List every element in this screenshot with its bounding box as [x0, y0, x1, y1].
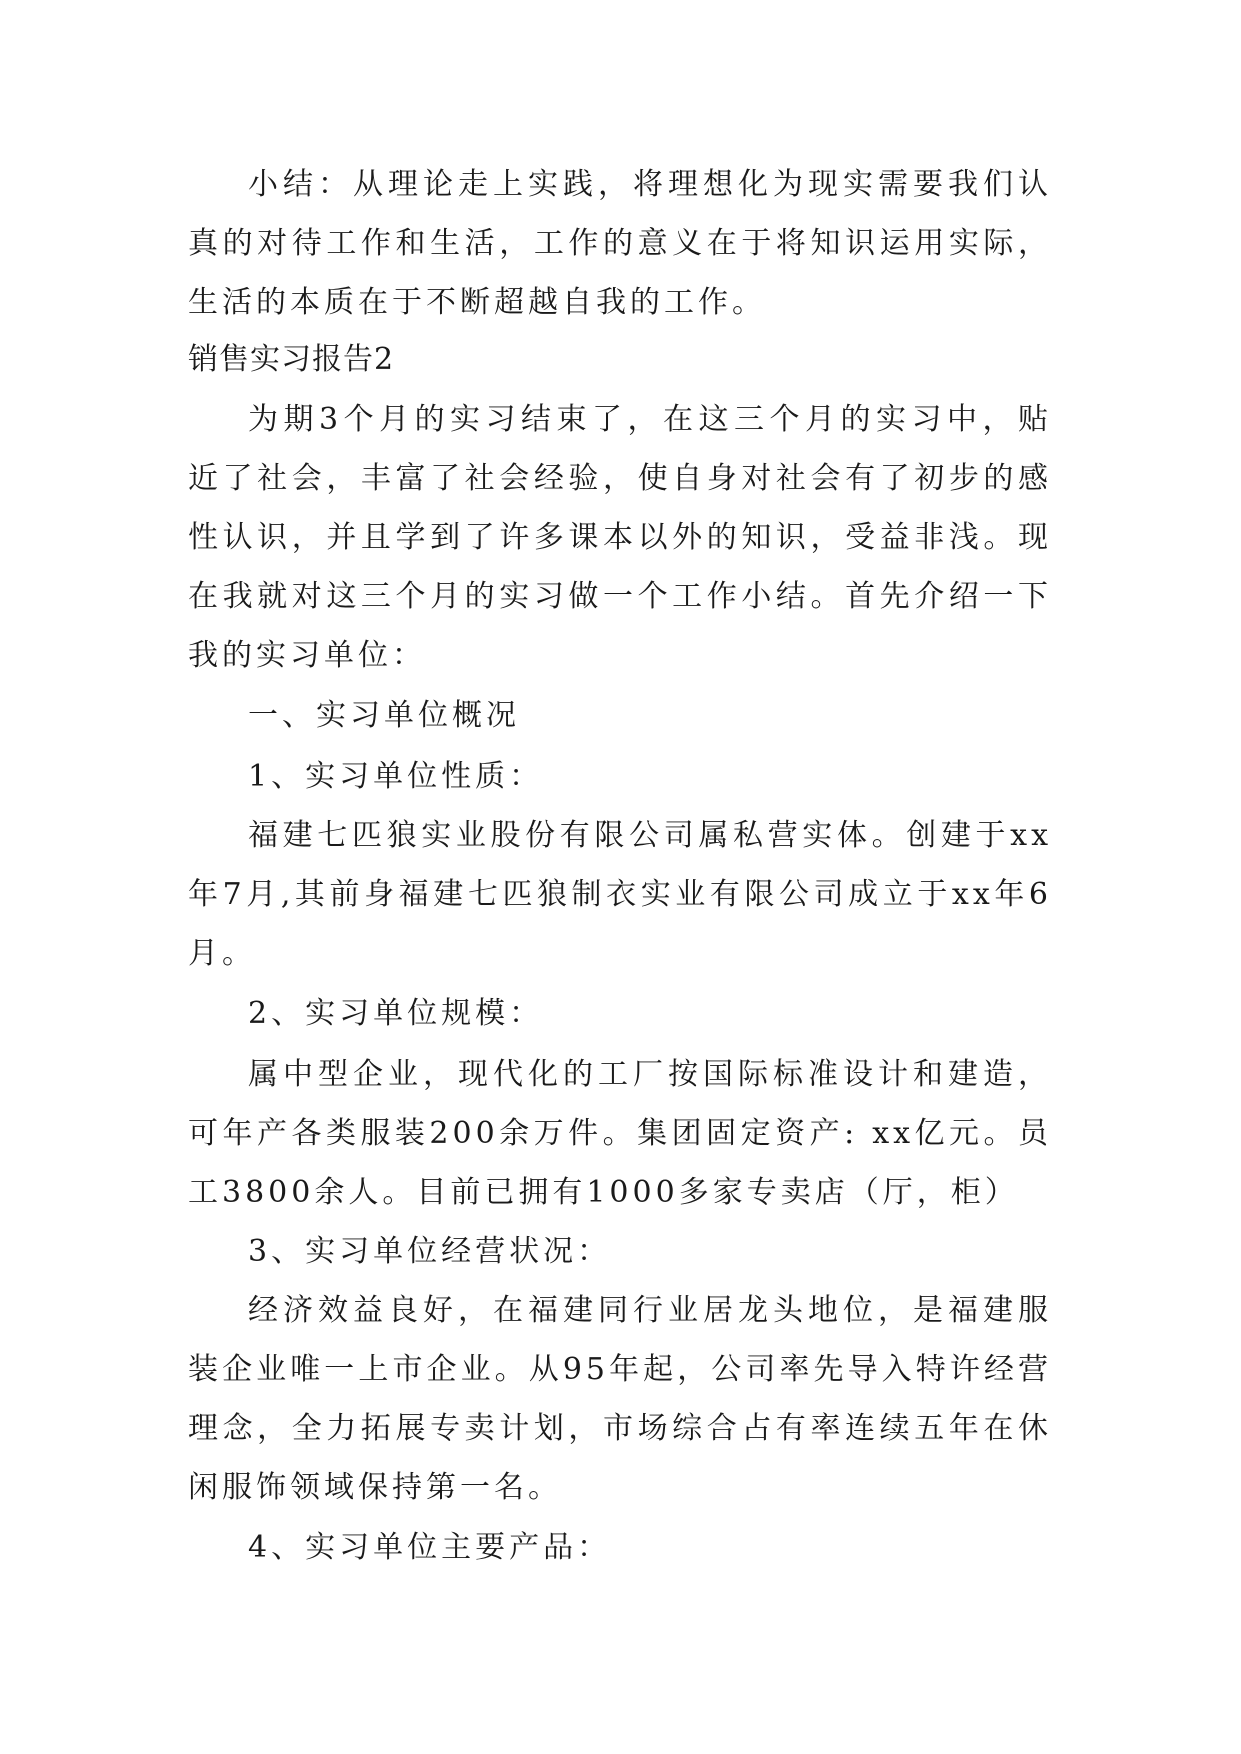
report-heading: 销售实习报告2 — [188, 342, 395, 377]
subheading-operations: 3、实习单位经营状况： — [248, 1234, 612, 1269]
operations-paragraph: 经济效益良好，在福建同行业居龙头地位，是福建服装企业唯一上市企业。从95年起，公司率先导入特许经营理念，全力拓展专卖计划，市场综合占有率连续五年在休闲服饰领域保持第一名。 — [188, 1293, 1052, 1505]
subheading-products: 4、实习单位主要产品： — [248, 1530, 612, 1565]
intro-paragraph: 为期3个月的实习结束了，在这三个月的实习中，贴近了社会，丰富了社会经验，使自身对社会有了初步的感性认识，并且学到了许多课本以外的知识，受益非浅。现在我就对这三个月的实习做一个工作小结。首先介绍一下我的实习单位： — [188, 402, 1052, 673]
document-body — [188, 155, 1052, 1579]
subheading-scale: 2、实习单位规模： — [248, 996, 544, 1031]
nature-paragraph: 福建七匹狼实业股份有限公司属私营实体。创建于xx年7月,其前身福建七匹狼制衣实业有限公司成立于xx年6月。 — [188, 818, 1052, 971]
summary-paragraph: 小结：从理论走上实践，将理想化为现实需要我们认真的对待工作和生活，工作的意义在于将知识运用实际，生活的本质在于不断超越自我的工作。 — [188, 167, 1052, 320]
section-heading-overview: 一、实习单位概况 — [248, 698, 520, 733]
scale-paragraph: 属中型企业，现代化的工厂按国际标准设计和建造，可年产各类服装200余万件。集团固定资产: xx亿元。员工3800余人。目前已拥有1000多家专卖店（厅，柜） — [188, 1057, 1052, 1210]
subheading-nature: 1、实习单位性质： — [248, 759, 544, 794]
